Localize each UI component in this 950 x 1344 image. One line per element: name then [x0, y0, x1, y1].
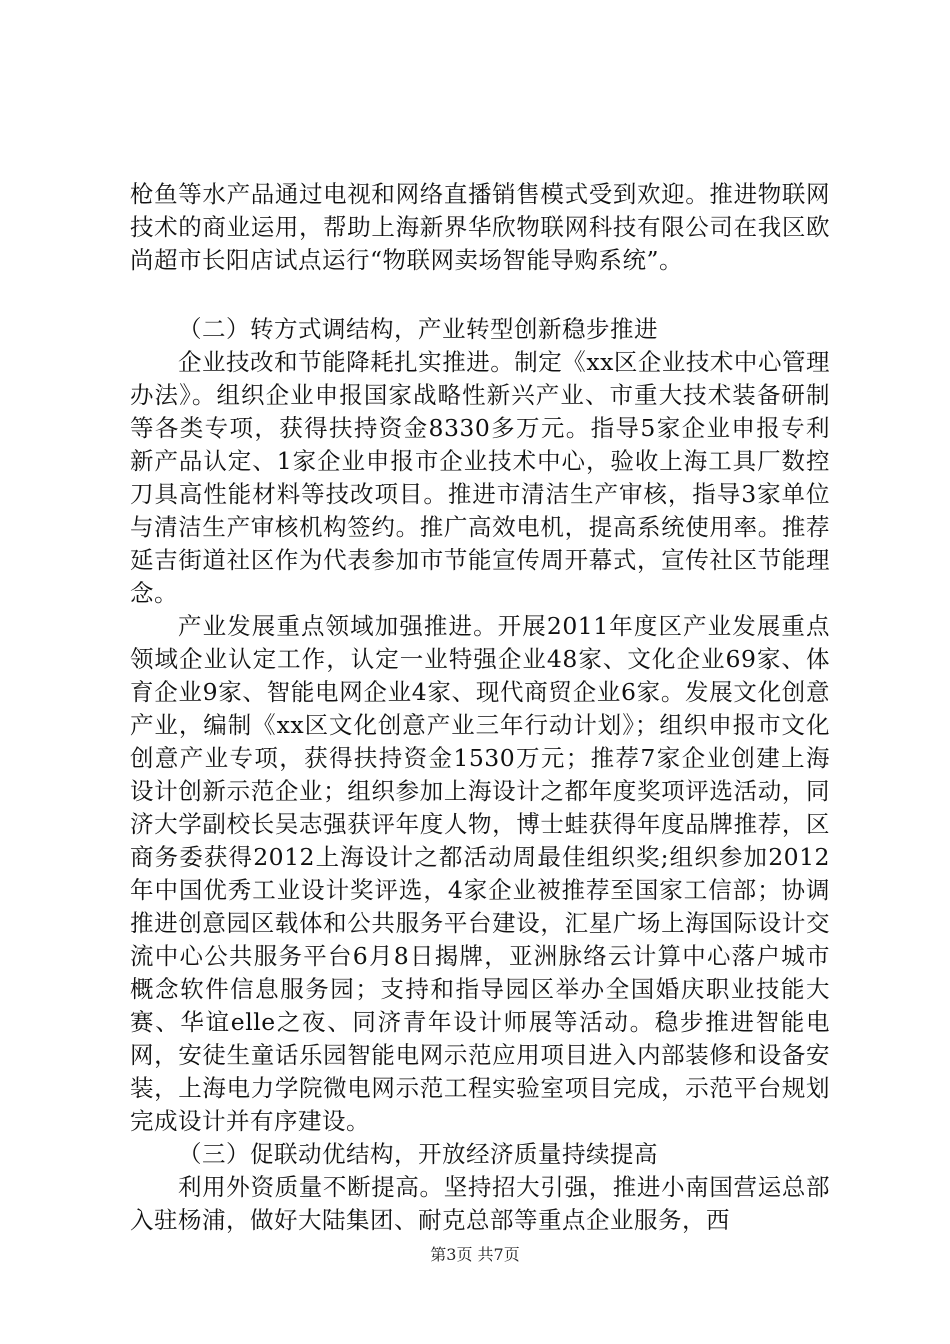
section-heading-3: （三）促联动优结构，开放经济质量持续提高 — [178, 1140, 658, 1168]
paragraph-intro: 枪鱼等水产品通过电视和网络直播销售模式受到欢迎。推进物联网技术的商业运用，帮助上海新界华欣物联网科技有限公司在我区欧尚超市长阳店试点运行“物联网卖场智能导购系统”。 — [130, 180, 830, 274]
paragraph-gap — [130, 277, 830, 313]
page-number-footer: 第3页 共7页 — [430, 1245, 520, 1264]
paragraph-industry-development: 产业发展重点领域加强推进。开展2011年度区产业发展重点领域企业认定工作，认定一业特强企业48家、文化企业69家、体育企业9家、智能电网企业4家、现代商贸企业6家。发展文化创意产业，编制《xx区文化创意产业三年行动计划》；组织申报市文化创意产业专项，获得扶持资金1530万元；推荐7家企业创建上海设计创新示范企业；组织参加上海设计之都年度奖项评选活动，同济大学副校长吴志强获评年度人物，博士蛙获得年度品牌推荐，区商务委获得2012上海设计之都活动周最佳组织奖;组织参加2012年中国优秀工业设计奖评选，4家企业被推荐至国家工信部；协调推进创意园区载体和公共服务平台建设，汇星广场上海国际设计交流中心公共服务平台6月8日揭牌，亚洲脉络云计算中心落户城市概念软件信息服务园；支持和指导园区举办全国婚庆职业技能大赛、华谊elle之夜、同济青年设计师展等活动。稳步推进智能电网，安徒生童话乐园智能电网示范应用项目进入内部装修和设备安装，上海电力学院微电网示范工程实验室项目完成，示范平台规划完成设计并有序建设。 — [130, 612, 830, 1135]
paragraph-foreign-investment: 利用外资质量不断提高。坚持招大引强，推进小南国营运总部入驻杨浦，做好大陆集团、耐克总部等重点企业服务，西 — [130, 1173, 830, 1234]
section-heading-2: （二）转方式调结构，产业转型创新稳步推进 — [178, 315, 658, 343]
document-body — [130, 178, 830, 1237]
paragraph-tech-upgrade: 企业技改和节能降耗扎实推进。制定《xx区企业技术中心管理办法》。组织企业申报国家战略性新兴产业、市重大技术装备研制等各类专项，获得扶持资金8330多万元。指导5家企业申报专利新产品认定、1家企业申报市企业技术中心，验收上海工具厂数控刀具高性能材料等技改项目。推进市清洁生产审核，指导3家单位与清洁生产审核机构签约。推广高效电机，提高系统使用率。推荐延吉街道社区作为代表参加市节能宣传周开幕式，宣传社区节能理念。 — [130, 348, 830, 607]
